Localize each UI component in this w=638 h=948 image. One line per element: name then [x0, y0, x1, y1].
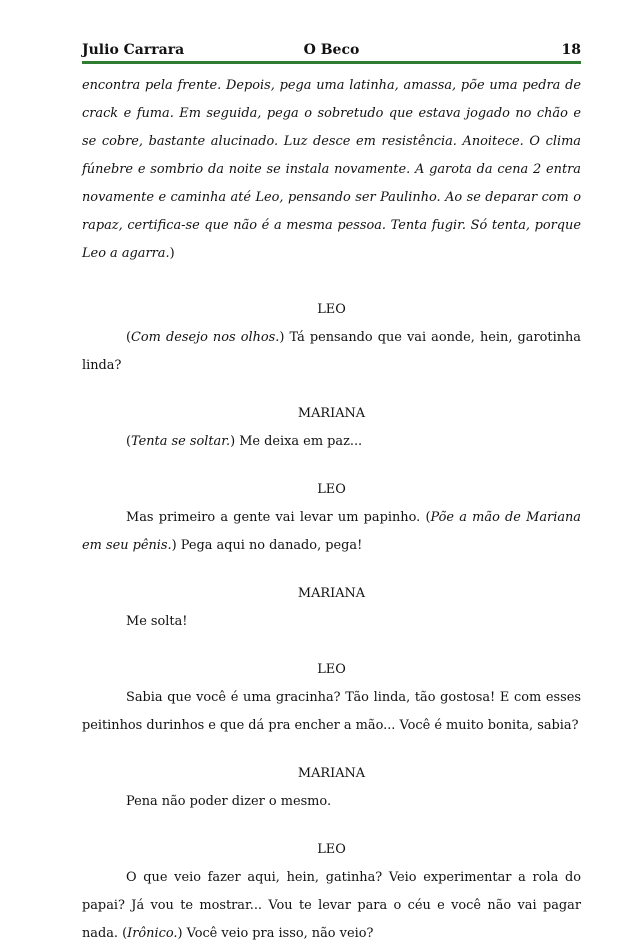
parenthetical-text: Põe a mão de Mariana em seu pênis. [82, 510, 581, 553]
character-name: MARIANA [297, 586, 366, 601]
dialogue-line [82, 324, 581, 380]
speech-text: ) Me deixa em paz... [230, 434, 363, 449]
speech-text: O que veio fazer aqui, hein, gatinha? Veio experimentar a rola do papai? Já vou te mostrar... Vou te levar para o céu e você não vai pagar nada. ( [82, 870, 581, 941]
speech-text: ) Você veio pra isso, não veio? [177, 926, 374, 941]
character-name: LEO [317, 842, 346, 857]
dialogue-block [82, 760, 581, 816]
speech-text: ) Tá pensando que vai aonde, hein, garotinha linda? [82, 330, 581, 373]
dialogue-block [82, 836, 581, 948]
speech-text: Me solta! [126, 614, 188, 629]
script-body [82, 72, 581, 948]
speech-text: Pena não poder dizer o mesmo. [126, 794, 332, 809]
dialogue-line [82, 428, 581, 456]
speech-text: ) Pega aqui no danado, pega! [171, 538, 363, 553]
stage-direction [82, 72, 581, 268]
dialogue-block [82, 656, 581, 740]
speech-text: Mas primeiro a gente vai levar um papinho. ( [126, 510, 431, 525]
dialogue-line [82, 504, 581, 560]
header-page-number: 18 [561, 42, 581, 58]
parenthetical-text: Irônico. [127, 926, 178, 941]
speech-text: ( [126, 330, 132, 345]
character-name: LEO [317, 482, 346, 497]
stage-direction-text: encontra pela frente. Depois, pega uma latinha, amassa, põe uma pedra de crack e fuma. Em seguida, pega o sobretudo que estava jogado no chão e se cobre, bastante alucinado. Luz desce em resistência. Anoitece. O clima fúnebre e sombrio da noite se instala novamente. A garota da cena 2 entra novamente e caminha até Leo, pensando ser Paulinho. Ao se deparar com o rapaz, certifica-se que não é a mesma pessoa. Tenta fugir. Só tenta, porque Leo a agarra. [82, 78, 581, 261]
dialogue-line [82, 788, 581, 816]
dialogue-line [82, 684, 581, 740]
character-name: MARIANA [297, 766, 366, 781]
dialogue-block [82, 476, 581, 560]
parenthetical-text: Com desejo nos olhos. [131, 330, 280, 345]
header-title: O Beco [303, 42, 360, 58]
dialogue-block [82, 400, 581, 456]
dialogue-line [82, 608, 581, 636]
speech-text: ( [126, 434, 132, 449]
character-name: MARIANA [297, 406, 366, 421]
stage-direction-close: ) [169, 246, 175, 261]
character-name: LEO [317, 302, 346, 317]
dialogue-block [82, 580, 581, 636]
header-author: Julio Carrara [82, 42, 185, 58]
page-header [82, 36, 581, 64]
dialogue-block [82, 296, 581, 380]
character-name: LEO [317, 662, 346, 677]
dialogue-line [82, 864, 581, 948]
parenthetical-text: Tenta se soltar. [131, 434, 231, 449]
dialogue-list [82, 296, 581, 948]
speech-text: Sabia que você é uma gracinha? Tão linda, tão gostosa! E com esses peitinhos durinhos e que dá pra encher a mão... Você é muito bonita, sabia? [82, 690, 581, 733]
